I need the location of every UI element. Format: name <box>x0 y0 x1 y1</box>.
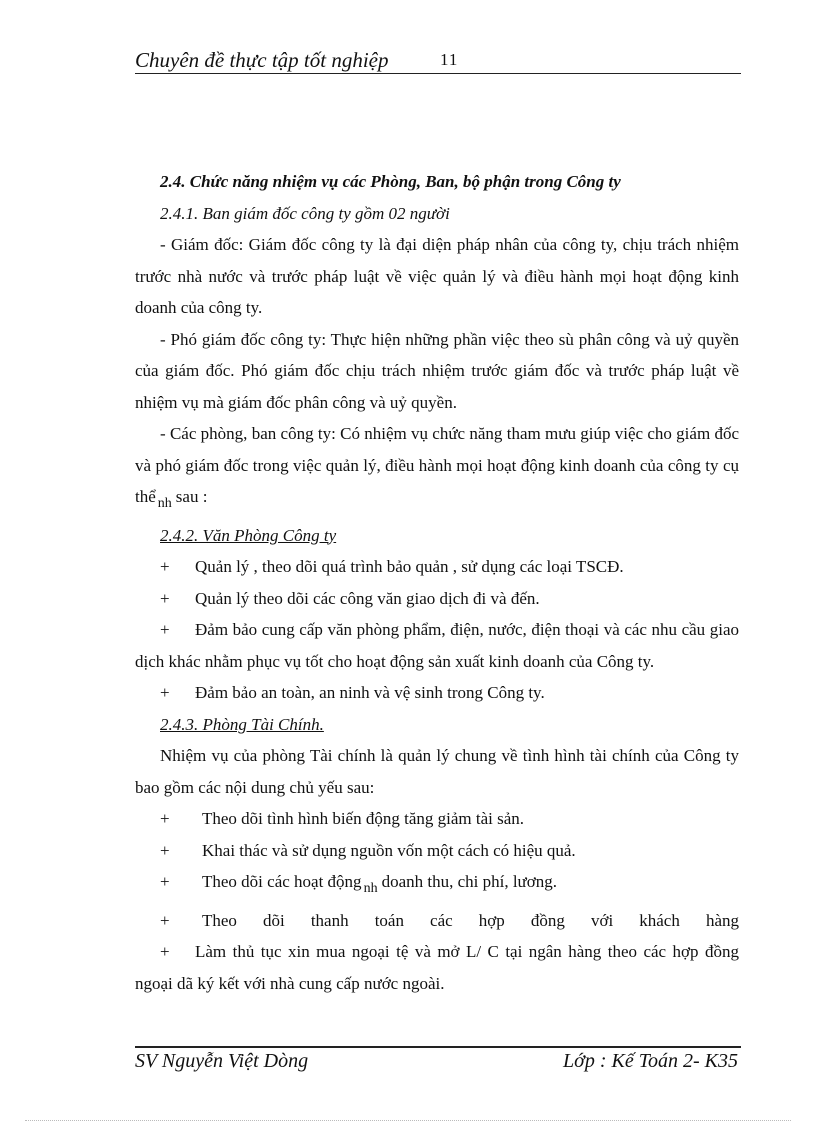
departments-text-small: nh <box>157 496 172 511</box>
list-item: + Đảm bảo an toàn, an ninh và vệ sinh trong Công ty. <box>160 683 545 702</box>
departments-text-end: sau : <box>175 487 208 506</box>
paragraph-departments <box>135 418 739 520</box>
subsection-title-2: 2.4.2. Văn Phòng Công ty <box>160 525 337 545</box>
list-item: + Theo dõi tình hình biến động tăng giảm tài sản. <box>160 809 525 828</box>
list-item: + Khai thác và sử dụng nguồn vốn một cách có hiệu quả. <box>160 840 576 860</box>
list-item: + Quản lý theo dõi các công văn giao dịch đi và đến. <box>160 588 540 608</box>
list-item: + Đảm bảo cung cấp văn phòng phẩm, điện, nước, điện thoại và các nhu cầu giao dịch khác nhằm phục vụ tốt cho hoạt động sản xuất kinh doanh của Công ty. <box>135 620 739 671</box>
footer-rule <box>135 1046 741 1048</box>
header-title: Chuyên đề thực tập tốt nghiệp <box>135 48 389 72</box>
list-item: + Theo dõi các hoạt động $_{nh}$ doanh thu, chi phí, lương. <box>160 872 557 896</box>
header-rule <box>135 73 741 74</box>
document-body <box>135 166 739 999</box>
page-number: 11 <box>440 50 459 69</box>
page-edge-divider <box>25 1120 791 1121</box>
list-item: + Theo dõi thanh toán các hợp đồng với khách hàng <box>160 910 739 930</box>
paragraph-director: - Giám đốc: Giám đốc công ty là đại diện pháp nhân của công ty, chịu trách nhiệm trước nhà nước và trước pháp luật về việc quản lý và điều hành mọi hoạt động kinh doanh của công ty. <box>135 235 739 317</box>
section-title: 2.4. Chức năng nhiệm vụ các Phòng, Ban, bộ phận trong Công ty <box>160 172 621 191</box>
footer-student: SV Nguyễn Việt Dòng <box>135 1050 309 1072</box>
subsection-title-1: 2.4.1. Ban giám đốc công ty gồm 02 người <box>160 203 450 223</box>
list-item: + Làm thủ tục xin mua ngoại tệ và mở L/ C tại ngân hàng theo các hợp đồng ngoại dã ký kết với nhà cung cấp nước ngoài. <box>135 942 739 993</box>
paragraph-vice-director: - Phó giám đốc công ty: Thực hiện những phần việc theo sù phân công và uỷ quyền của giám đốc. Phó giám đốc chịu trách nhiệm trước giám đốc và trước pháp luật về nhiệm vụ mà giám đốc phân công và uỷ quyền. <box>135 329 739 412</box>
subsection-title-3: 2.4.3. Phòng Tài Chính. <box>160 714 324 734</box>
list-item: + Quản lý , theo dõi quá trình bảo quản , sử dụng các loại TSCĐ. <box>160 557 624 576</box>
departments-text-start: - Các phòng, ban công ty: Có nhiệm vụ chức năng tham mưu giúp việc cho giám đốc và phó giám đốc trong việc quản lý, điều hành mọi hoạt động kinh doanh của công ty cụ thể <box>135 424 739 506</box>
footer-class: Lớp : Kế Toán 2- K35 <box>563 1050 738 1072</box>
paragraph-finance-intro: Nhiệm vụ của phòng Tài chính là quản lý chung về tình hình tài chính của Công ty bao gồm các nội dung chủ yếu sau: <box>135 746 739 797</box>
